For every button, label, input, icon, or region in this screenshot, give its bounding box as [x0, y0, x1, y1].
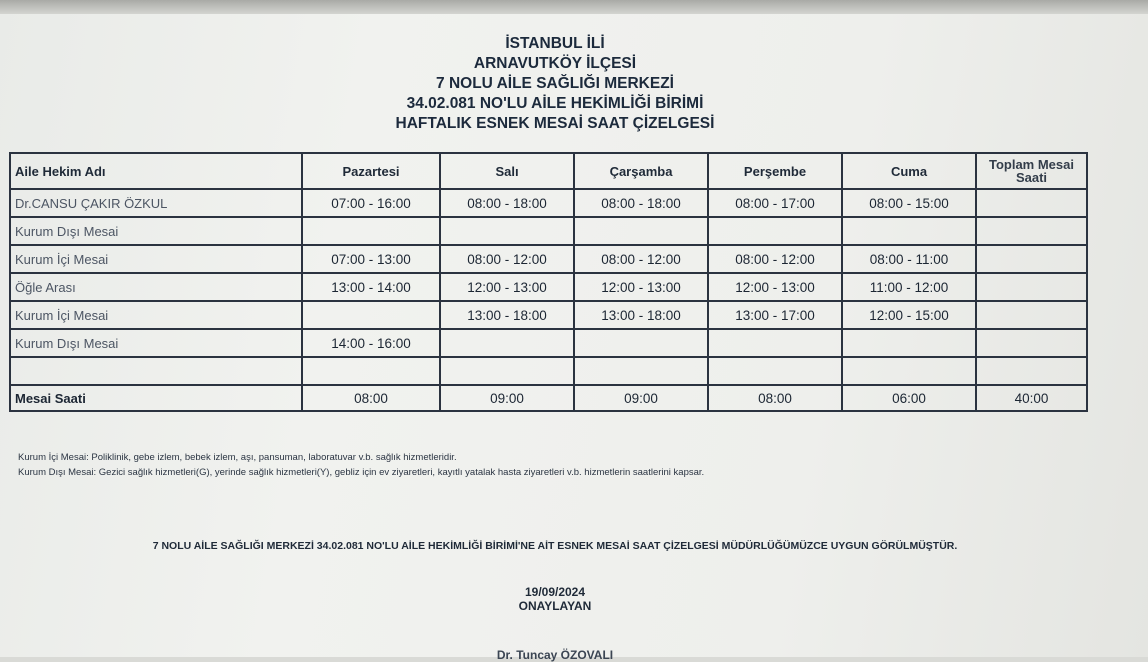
row-label: Öğle Arası [10, 273, 302, 301]
col-header-total: Toplam Mesai Saati [976, 153, 1087, 189]
cell-total [976, 329, 1087, 357]
cell-time [302, 217, 440, 245]
col-header-thursday: Perşembe [708, 153, 842, 189]
col-header-tuesday: Salı [440, 153, 574, 189]
cell-time: 08:00 - 17:00 [708, 189, 842, 217]
note-external-shift: Kurum Dışı Mesai: Gezici sağlık hizmetleri(G), yerinde sağlık hizmetleri(Y), gebliz için ev ziyaretleri, kayıtlı yatalak hasta ziyaretleri v.b. hizmetlerin saatlerini kapsar. [18, 467, 705, 478]
cell-time: 07:00 - 13:00 [302, 245, 440, 273]
cell-time: 13:00 - 18:00 [574, 301, 708, 329]
cell-time: 12:00 - 13:00 [708, 273, 842, 301]
table-header-row [10, 153, 1087, 189]
cell-time [842, 217, 976, 245]
cell-time [574, 329, 708, 357]
note-internal-shift: Kurum İçi Mesai: Poliklinik, gebe izlem, bebek izlem, aşı, pansuman, laboratuvar v.b. sağlık hizmetleridir. [18, 452, 457, 463]
table-row [10, 245, 1087, 273]
row-label: Kurum Dışı Mesai [10, 217, 302, 245]
cell-total [976, 357, 1087, 385]
cell-time [302, 357, 440, 385]
row-label: Kurum İçi Mesai [10, 245, 302, 273]
approval-statement: 7 NOLU AİLE SAĞLIĞI MERKEZİ 34.02.081 NO'LU AİLE HEKİMLİĞİ BİRİMİ'NE AİT ESNEK MESAİ SAAT ÇİZELGESİ MÜDÜRLÜĞÜMÜZCE UYGUN GÖRÜLMÜŞTÜR. [152, 540, 958, 552]
cell-time [842, 357, 976, 385]
footer-hours-total: 40:00 [976, 385, 1087, 411]
cell-time [708, 357, 842, 385]
header-province: İSTANBUL İLİ [505, 35, 605, 52]
row-label: Kurum Dışı Mesai [10, 329, 302, 357]
cell-time [842, 329, 976, 357]
table-row [10, 189, 1087, 217]
col-header-doctor: Aile Hekim Adı [10, 153, 302, 189]
cell-time: 08:00 - 18:00 [574, 189, 708, 217]
approval-date: 19/09/2024 [524, 585, 586, 599]
header-unit: 34.02.081 NO'LU AİLE HEKİMLİĞİ BİRİMİ [406, 95, 704, 112]
cell-time: 08:00 - 11:00 [842, 245, 976, 273]
cell-total [976, 301, 1087, 329]
cell-time [708, 217, 842, 245]
approver-label: ONAYLAYAN [518, 599, 592, 613]
cell-time: 13:00 - 17:00 [708, 301, 842, 329]
footer-label: Mesai Saati [10, 385, 302, 411]
signer-name: Dr. Tuncay ÖZOVALI [496, 648, 614, 662]
table-row [10, 217, 1087, 245]
cell-time [440, 217, 574, 245]
top-edge-shadow [0, 0, 1148, 14]
row-label [10, 357, 302, 385]
cell-total [976, 217, 1087, 245]
footer-hours-wednesday: 09:00 [574, 385, 708, 411]
table-row [10, 357, 1087, 385]
cell-time: 14:00 - 16:00 [302, 329, 440, 357]
cell-time [708, 329, 842, 357]
row-label: Kurum İçi Mesai [10, 301, 302, 329]
cell-time [574, 217, 708, 245]
schedule-table [9, 152, 1088, 412]
cell-time: 11:00 - 12:00 [842, 273, 976, 301]
cell-time: 12:00 - 13:00 [440, 273, 574, 301]
cell-time [302, 301, 440, 329]
table-footer-row [10, 385, 1087, 411]
cell-total [976, 189, 1087, 217]
cell-time: 08:00 - 12:00 [708, 245, 842, 273]
table-row [10, 329, 1087, 357]
cell-time: 12:00 - 15:00 [842, 301, 976, 329]
footer-hours-friday: 06:00 [842, 385, 976, 411]
header-health-center: 7 NOLU AİLE SAĞLIĞI MERKEZİ [436, 75, 674, 92]
notes-section [18, 450, 1118, 480]
cell-total [976, 245, 1087, 273]
cell-time [574, 357, 708, 385]
cell-time: 08:00 - 12:00 [440, 245, 574, 273]
col-header-monday: Pazartesi [302, 153, 440, 189]
cell-time: 12:00 - 13:00 [574, 273, 708, 301]
footer-hours-tuesday: 09:00 [440, 385, 574, 411]
document-header [0, 34, 1110, 134]
col-header-wednesday: Çarşamba [574, 153, 708, 189]
header-district: ARNAVUTKÖY İLÇESİ [473, 55, 637, 72]
cell-time: 08:00 - 18:00 [440, 189, 574, 217]
cell-time: 13:00 - 18:00 [440, 301, 574, 329]
col-header-friday: Cuma [842, 153, 976, 189]
footer-hours-monday: 08:00 [302, 385, 440, 411]
cell-time [440, 329, 574, 357]
header-schedule-title: HAFTALIK ESNEK MESAİ SAAT ÇİZELGESİ [395, 115, 715, 132]
table-row [10, 301, 1087, 329]
row-label: Dr.CANSU ÇAKIR ÖZKUL [10, 189, 302, 217]
cell-time [440, 357, 574, 385]
cell-total [976, 273, 1087, 301]
approval-block [0, 585, 1110, 613]
cell-time: 08:00 - 15:00 [842, 189, 976, 217]
cell-time: 08:00 - 12:00 [574, 245, 708, 273]
cell-time: 13:00 - 14:00 [302, 273, 440, 301]
cell-time: 07:00 - 16:00 [302, 189, 440, 217]
footer-hours-thursday: 08:00 [708, 385, 842, 411]
table-row [10, 273, 1087, 301]
